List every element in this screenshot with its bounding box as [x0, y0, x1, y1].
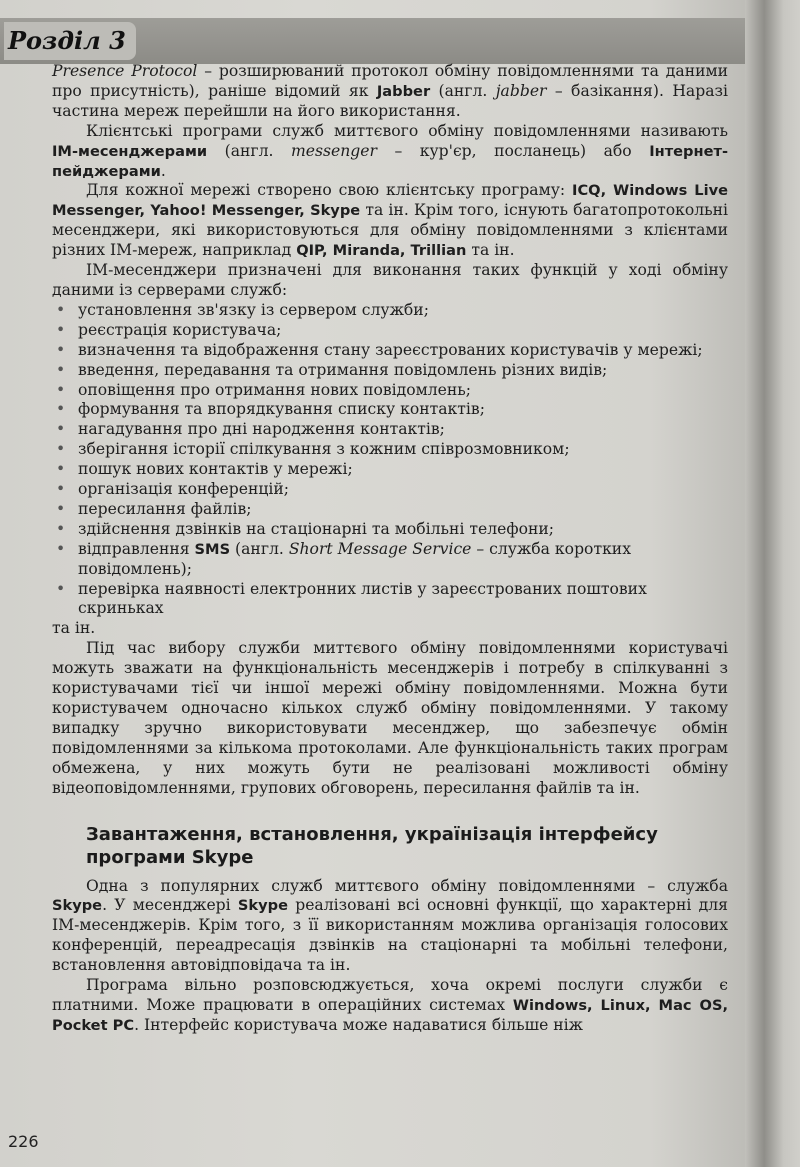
list-item: [52, 460, 728, 480]
list-item: [52, 480, 728, 500]
text-run: організація конференцій;: [78, 480, 290, 499]
text-run: Під час вибору служби миттєвого обміну повідомленнями користувачі можуть зважати на функціональність месенджерів і потребу в спілкуванні з користувачами тієї чи іншої мережі обміну повідомленнями. Можна бути користувачем одночасно кількох служб обміну повідомленнями. У такому випадку зручно використовувати месенджер, що забезпечує обмін повідомленнями за кількома протоколами. Але функціональність таких програм обмежена, у них можуть бути не реалізовані можливості обміну відеоповідомленнями, групових обговорень, пересилання файлів та ін.: [52, 639, 728, 797]
text-run: та ін.: [466, 241, 515, 260]
text-run: . Інтерфейс користувача може надаватися більше ніж: [134, 1015, 584, 1034]
text-run: здійснення дзвінків на стаціонарні та мобільні телефони;: [78, 519, 555, 538]
italic-term: Short Message Service: [288, 539, 472, 558]
text-run: реєстрація користувача;: [78, 320, 282, 339]
paragraph-functions-intro: [52, 261, 728, 301]
list-item: [52, 341, 728, 361]
bold-term: Skype: [52, 897, 103, 915]
text-run: реалізовані всі основні функції, що характерні для ІМ-месенджерів. Крім того, з її використанням можлива організація голосових конференцій, переадресація дзвінків на стаціонарні та мобільні телефони, встановлення автовідповідача та ін.: [52, 896, 729, 975]
text-run: – розширюваний протокол обміну повідомленнями та даними про присутність), раніше відомий як: [52, 62, 729, 100]
text-run: – кур'єр, посланець) або: [376, 141, 650, 160]
text-run: – базікання). Наразі частина мереж перейшли на його використання.: [52, 81, 728, 120]
bold-term: Skype: [237, 897, 288, 915]
text-run: Одна з популярних служб миттєвого обміну повідомленнями – служба: [86, 876, 728, 895]
text-run: ІМ-месенджери призначені для виконання таких функцій у ході обміну даними із серверами служб:: [52, 261, 728, 299]
text-run: – служба коротких повідомлень);: [78, 539, 631, 578]
text-run: відправлення: [78, 539, 195, 558]
italic-term: jabber: [495, 81, 547, 100]
list-item: [52, 440, 728, 460]
list-item: [52, 301, 728, 321]
text-run: .: [160, 161, 166, 180]
list-item: [52, 540, 728, 580]
text-run: перевірка наявності електронних листів у зареєстрованих поштових скриньках: [78, 579, 647, 618]
text-run: пошук нових контактів у мережі;: [78, 460, 353, 479]
text-run: Програма вільно розповсюджується, хоча окремі послуги служби є платними. Може працювати в операційних системах: [52, 976, 728, 1014]
text-run: . У месенджері: [102, 896, 238, 915]
bold-term: QIP, Miranda, Trillian: [296, 242, 467, 260]
list-item: [52, 400, 728, 420]
text-run: Клієнтські програми служб миттєвого обміну повідомленнями називають: [86, 121, 728, 140]
list-item: [52, 321, 728, 341]
section-label: Розділ 3: [4, 22, 136, 60]
list-tail: [52, 619, 728, 639]
paragraph-xmpp: [52, 62, 728, 122]
italic-term: Presence Protocol: [52, 62, 198, 80]
list-item: [52, 580, 728, 620]
text-run: (англ.: [230, 539, 289, 558]
bold-term: ICQ, Windows Live Messenger, Yahoo! Messenger, Skype: [52, 182, 728, 220]
section-title: Завантаження, встановлення, українізація інтерфейсу програми Skype: [86, 823, 658, 868]
text-run: та ін. Крім того, існують багатопротокольні месенджери, які використовуються для обміну повідомленнями з клієнтами різних ІМ-мереж, наприклад: [52, 201, 728, 260]
text-run: установлення зв'язку із сервером служби;: [78, 300, 429, 319]
bold-term: SMS: [194, 540, 231, 558]
text-run: (англ.: [430, 81, 496, 100]
text-run: оповіщення про отримання нових повідомлень;: [78, 380, 472, 399]
text-run: нагадування про дні народження контактів;: [78, 420, 445, 439]
page-content: [52, 62, 728, 1036]
text-run: та ін.: [52, 619, 96, 638]
text-run: введення, передавання та отримання повідомлень різних видів;: [78, 360, 608, 379]
text-run: зберігання історії спілкування з кожним співрозмовником;: [78, 440, 570, 459]
functions-list: [52, 301, 728, 620]
paragraph-skype-platforms: [52, 976, 728, 1036]
page-number: 226: [8, 1132, 39, 1151]
text-run: визначення та відображення стану зареєстрованих користувачів у мережі;: [78, 340, 703, 359]
bold-term: ІМ-месенджерами: [52, 142, 208, 160]
paragraph-client-programs: [52, 181, 728, 261]
italic-term: messenger: [290, 141, 377, 160]
text-run: формування та впорядкування списку контактів;: [78, 400, 485, 419]
bold-term: Інтернет-пейджерами: [52, 142, 728, 180]
paragraph-skype-intro: [52, 877, 728, 977]
list-item: [52, 500, 728, 520]
paragraph-choosing-service: [52, 639, 728, 798]
bold-term: Windows, Linux, Mac OS, Pocket PC: [52, 996, 729, 1034]
section-header-band: [0, 18, 760, 64]
bold-term: Jabber: [376, 82, 431, 100]
list-item: [52, 520, 728, 540]
list-item: [52, 381, 728, 401]
text-run: пересилання файлів;: [78, 499, 252, 518]
list-item: [52, 420, 728, 440]
paragraph-im-messengers: [52, 122, 728, 182]
text-run: Для кожної мережі створено свою клієнтську програму:: [86, 181, 573, 200]
text-run: (англ.: [207, 141, 291, 160]
book-spine-shadow: [745, 0, 800, 1167]
list-item: [52, 361, 728, 381]
